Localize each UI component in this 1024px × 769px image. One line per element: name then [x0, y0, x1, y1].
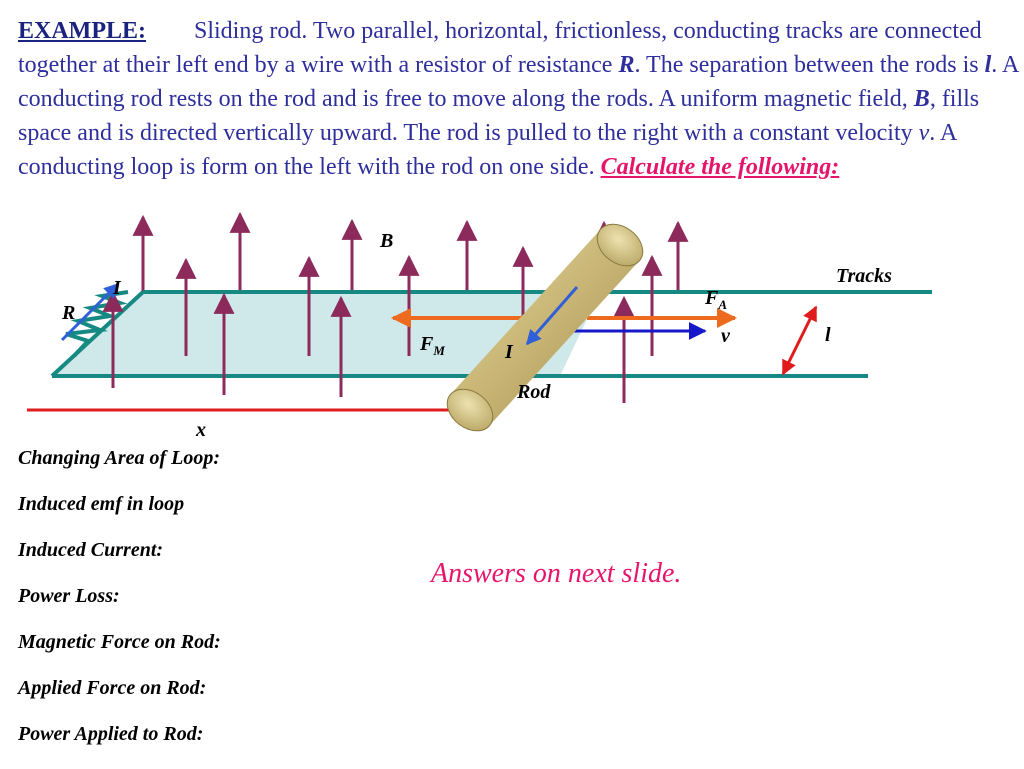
- label-FA-sub: A: [718, 297, 728, 312]
- statement-text-1: Sliding rod. Two parallel, horizontal, frictionless, conducting tracks are connected together at their left end by a wire with a resistor of resistance: [18, 18, 982, 78]
- symbol-R: R: [618, 52, 635, 78]
- question-item: Magnetic Force on Rod:: [18, 631, 221, 653]
- question-item: Power Loss:: [18, 585, 120, 607]
- symbol-l: l: [984, 52, 992, 78]
- label-B: B: [380, 230, 394, 252]
- question-list: [18, 447, 221, 769]
- label-v: v: [721, 325, 730, 347]
- label-tracks: Tracks: [836, 265, 892, 287]
- question-item: Induced Current:: [18, 539, 164, 561]
- statement-text-5: . A conducting loop is form on the left with the rod on one side.: [18, 120, 956, 180]
- question-item: Changing Area of Loop:: [18, 447, 221, 469]
- question-item: Applied Force on Rod:: [18, 677, 207, 699]
- statement-text-4: , fills space and is directed vertically upward. The rod is pulled to the right with a constant velocity: [18, 86, 980, 146]
- symbol-v: v: [918, 120, 930, 146]
- label-rod: Rod: [517, 381, 551, 403]
- statement-text-2: . The separation between the rods is: [634, 52, 985, 78]
- label-FM-main: F: [420, 333, 434, 355]
- label-I-rod: I: [505, 341, 513, 363]
- label-I-resistor: I: [113, 277, 121, 299]
- label-R: R: [62, 302, 76, 324]
- calculate-prompt: Calculate the following:: [600, 154, 840, 180]
- label-x: x: [196, 419, 206, 441]
- separation-arrow: [783, 307, 816, 374]
- label-FM-sub: M: [433, 343, 445, 358]
- example-heading: EXAMPLE:: [18, 18, 146, 44]
- statement-text-3: . A conducting rod rests on the rod and is free to move along the rods. A uniform magnetic field,: [18, 52, 1018, 112]
- answers-note: Answers on next slide.: [431, 558, 682, 589]
- symbol-B: B: [913, 86, 930, 112]
- question-item: Power Applied to Rod:: [18, 723, 204, 745]
- question-item: Induced emf in loop: [18, 493, 185, 515]
- label-l: l: [825, 324, 831, 346]
- label-FA-main: F: [705, 287, 719, 309]
